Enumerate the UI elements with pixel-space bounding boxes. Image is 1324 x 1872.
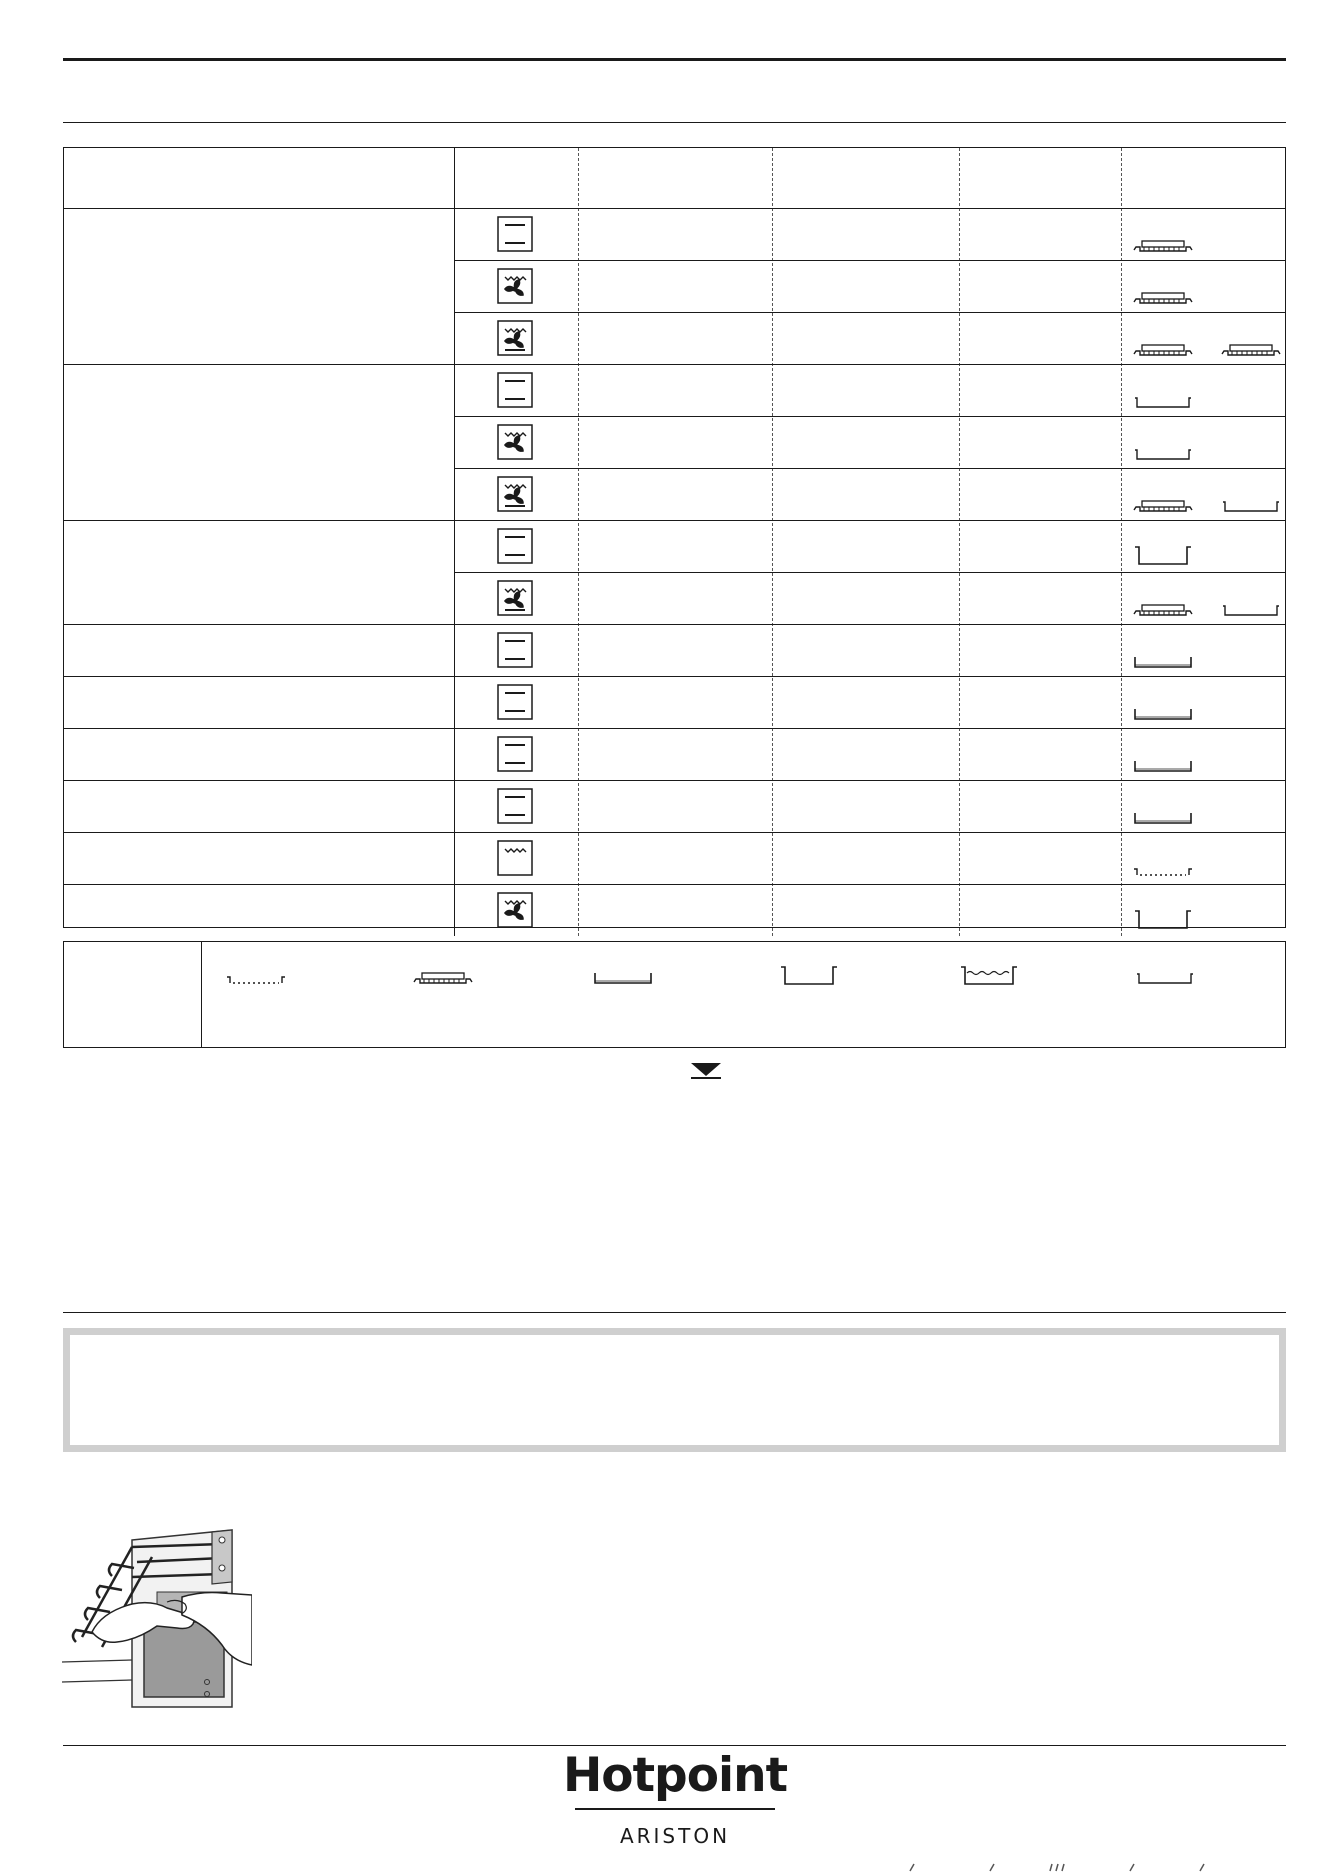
baking-tray-icon [1132, 394, 1194, 410]
grill-rack-with-tray-icon [1132, 290, 1194, 306]
header-divider [64, 208, 1285, 209]
column-divider [578, 148, 579, 936]
shallow-dish-icon [1132, 706, 1194, 722]
conventional-oven-icon [497, 684, 533, 720]
baking-tray-icon [1220, 602, 1282, 618]
row-divider [64, 676, 1285, 677]
shallow-dish-icon [1132, 758, 1194, 774]
fan-assisted-oven-icon [497, 320, 533, 356]
wire-shelf-icon [225, 972, 287, 991]
row-divider [454, 572, 1285, 573]
brand-subname: ARISTON [619, 1824, 731, 1848]
grill-rack-with-tray-icon [1220, 342, 1282, 358]
fan-forced-oven-icon [497, 892, 533, 928]
conventional-oven-icon [497, 788, 533, 824]
top-rule [63, 58, 1286, 61]
water-tray-icon [958, 964, 1020, 991]
deep-pan-icon [778, 964, 840, 991]
shallow-dish-icon [1132, 810, 1194, 826]
conventional-oven-icon [497, 528, 533, 564]
brand-logo [560, 1748, 790, 1848]
grill-rack-with-tray-icon [1132, 238, 1194, 254]
deep-pan-icon [1132, 908, 1194, 930]
row-divider [454, 260, 1285, 261]
row-divider [454, 312, 1285, 313]
shelf-guide-removal-illustration [62, 1522, 252, 1712]
accessory-legend-table [63, 941, 1286, 1048]
column-divider [454, 148, 455, 936]
shallow-dish-icon [1132, 654, 1194, 670]
column-divider [959, 148, 960, 936]
brand-name: Hotpoint [562, 1748, 788, 1803]
baking-tray-icon [1220, 498, 1282, 514]
baking-tray-icon [1134, 970, 1196, 991]
down-arrow-bar [691, 1077, 721, 1079]
down-arrow-icon [691, 1063, 721, 1076]
grill-rack-with-tray-icon [1132, 498, 1194, 514]
row-divider [454, 416, 1285, 417]
deep-pan-icon [1132, 544, 1194, 566]
section-rule [63, 122, 1286, 123]
conventional-oven-icon [497, 736, 533, 772]
shallow-dish-icon [592, 970, 654, 991]
grill-rack-with-tray-icon [1132, 342, 1194, 358]
note-box [63, 1328, 1286, 1452]
fan-assisted-oven-icon [497, 476, 533, 512]
grill-rack-with-tray-icon [1132, 602, 1194, 618]
row-divider [64, 624, 1285, 625]
row-divider [454, 468, 1285, 469]
grill-rack-with-tray-icon [412, 970, 474, 991]
top-grill-icon [497, 840, 533, 876]
note-rule [63, 1312, 1286, 1313]
brand-underline [575, 1808, 775, 1810]
conventional-oven-icon [497, 372, 533, 408]
conventional-oven-icon [497, 216, 533, 252]
row-divider [64, 520, 1285, 521]
legend-divider [201, 942, 202, 1047]
row-divider [64, 832, 1285, 833]
row-divider [64, 364, 1285, 365]
cooking-table [63, 147, 1286, 928]
column-divider [1121, 148, 1122, 936]
column-divider [772, 148, 773, 936]
footer-rule [63, 1745, 1286, 1746]
wire-shelf-icon [1132, 864, 1194, 878]
conventional-oven-icon [497, 632, 533, 668]
page-edge-marks [890, 1862, 1290, 1872]
row-divider [64, 884, 1285, 885]
row-divider [64, 780, 1285, 781]
fan-forced-oven-icon [497, 424, 533, 460]
fan-forced-oven-icon [497, 268, 533, 304]
baking-tray-icon [1132, 446, 1194, 462]
fan-assisted-oven-icon [497, 580, 533, 616]
row-divider [64, 728, 1285, 729]
